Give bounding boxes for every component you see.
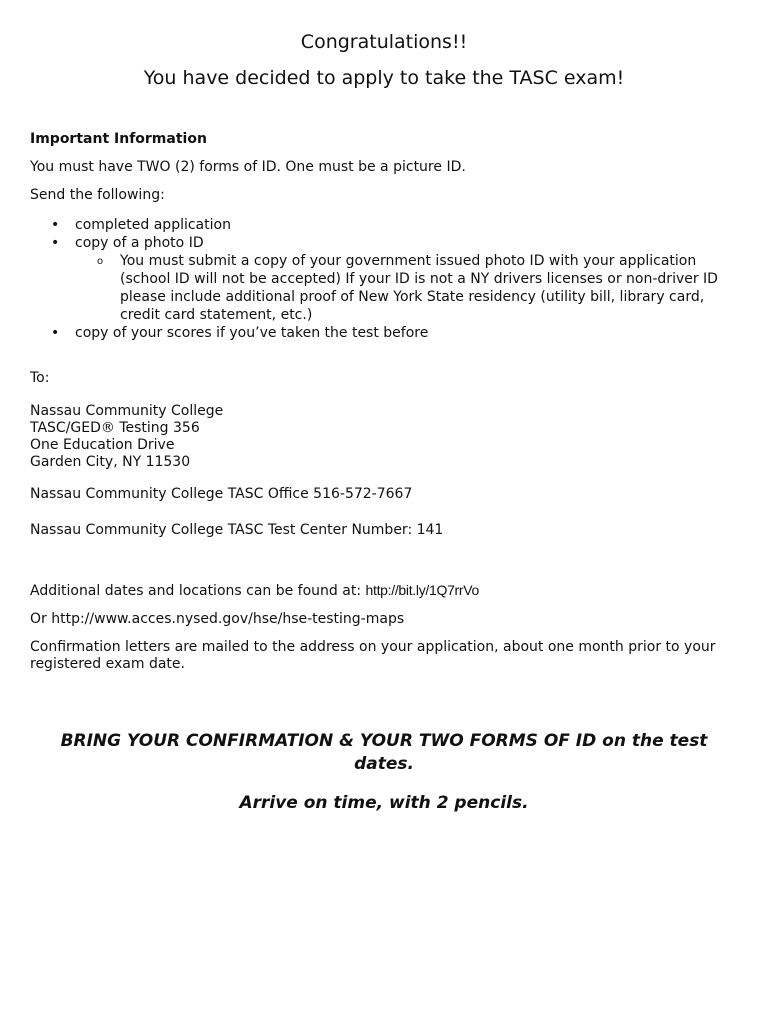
- bring-reminder: BRING YOUR CONFIRMATION & YOUR TWO FORMS OF ID on the test dates.: [60, 731, 708, 774]
- office-phone: Nassau Community College TASC Office 516-572-7667: [30, 486, 413, 502]
- dates-link[interactable]: http://bit.ly/1Q7rrVo: [365, 582, 480, 598]
- circle-bullet-icon: o: [97, 256, 104, 267]
- bullet-icon: •: [51, 217, 60, 233]
- list-item: [30, 324, 730, 342]
- photo-id-sublist: [75, 252, 730, 324]
- test-center-number: Nassau Community College TASC Test Center Number: 141: [30, 522, 444, 538]
- address-line: Garden City, NY 11530: [30, 454, 191, 470]
- list-item-text: copy of your scores if you’ve taken the test before: [75, 325, 429, 341]
- send-following-text: Send the following:: [30, 187, 165, 203]
- address-line: One Education Drive: [30, 437, 175, 453]
- sub-list-item-text: You must submit a copy of your government issued photo ID with your application (school ID will not be accepted) If your ID is not a NY drivers licenses or non-driver ID please include additional proof of New York State residency (utility bill, library card, credit card statement, etc.): [120, 253, 718, 323]
- important-info-heading: Important Information: [30, 131, 207, 147]
- sub-list-item: [75, 252, 730, 324]
- address-line: Nassau Community College: [30, 403, 224, 419]
- additional-dates-text: Additional dates and locations can be found at:: [30, 583, 366, 599]
- address-line: TASC/GED® Testing 356: [30, 420, 200, 436]
- list-item: [30, 234, 730, 324]
- page-subtitle: You have decided to apply to take the TASC exam!: [143, 67, 625, 89]
- bullet-icon: •: [51, 325, 60, 341]
- additional-dates-line: [30, 582, 730, 600]
- confirmation-text: Confirmation letters are mailed to the address on your application, about one month prior to your registered exam date.: [30, 639, 716, 672]
- congratulations-heading: Congratulations!!: [300, 31, 468, 53]
- requirements-list: [30, 216, 730, 342]
- testing-maps-link[interactable]: Or http://www.acces.nysed.gov/hse/hse-testing-maps: [30, 611, 405, 627]
- list-item: [30, 216, 730, 234]
- id-requirement-text: You must have TWO (2) forms of ID. One must be a picture ID.: [30, 159, 466, 175]
- list-item-text: copy of a photo ID: [75, 235, 204, 251]
- list-item-text: completed application: [75, 217, 231, 233]
- bullet-icon: •: [51, 235, 60, 251]
- arrive-reminder: Arrive on time, with 2 pencils.: [239, 793, 529, 813]
- to-label: To:: [30, 370, 50, 386]
- mailing-address: [30, 403, 730, 471]
